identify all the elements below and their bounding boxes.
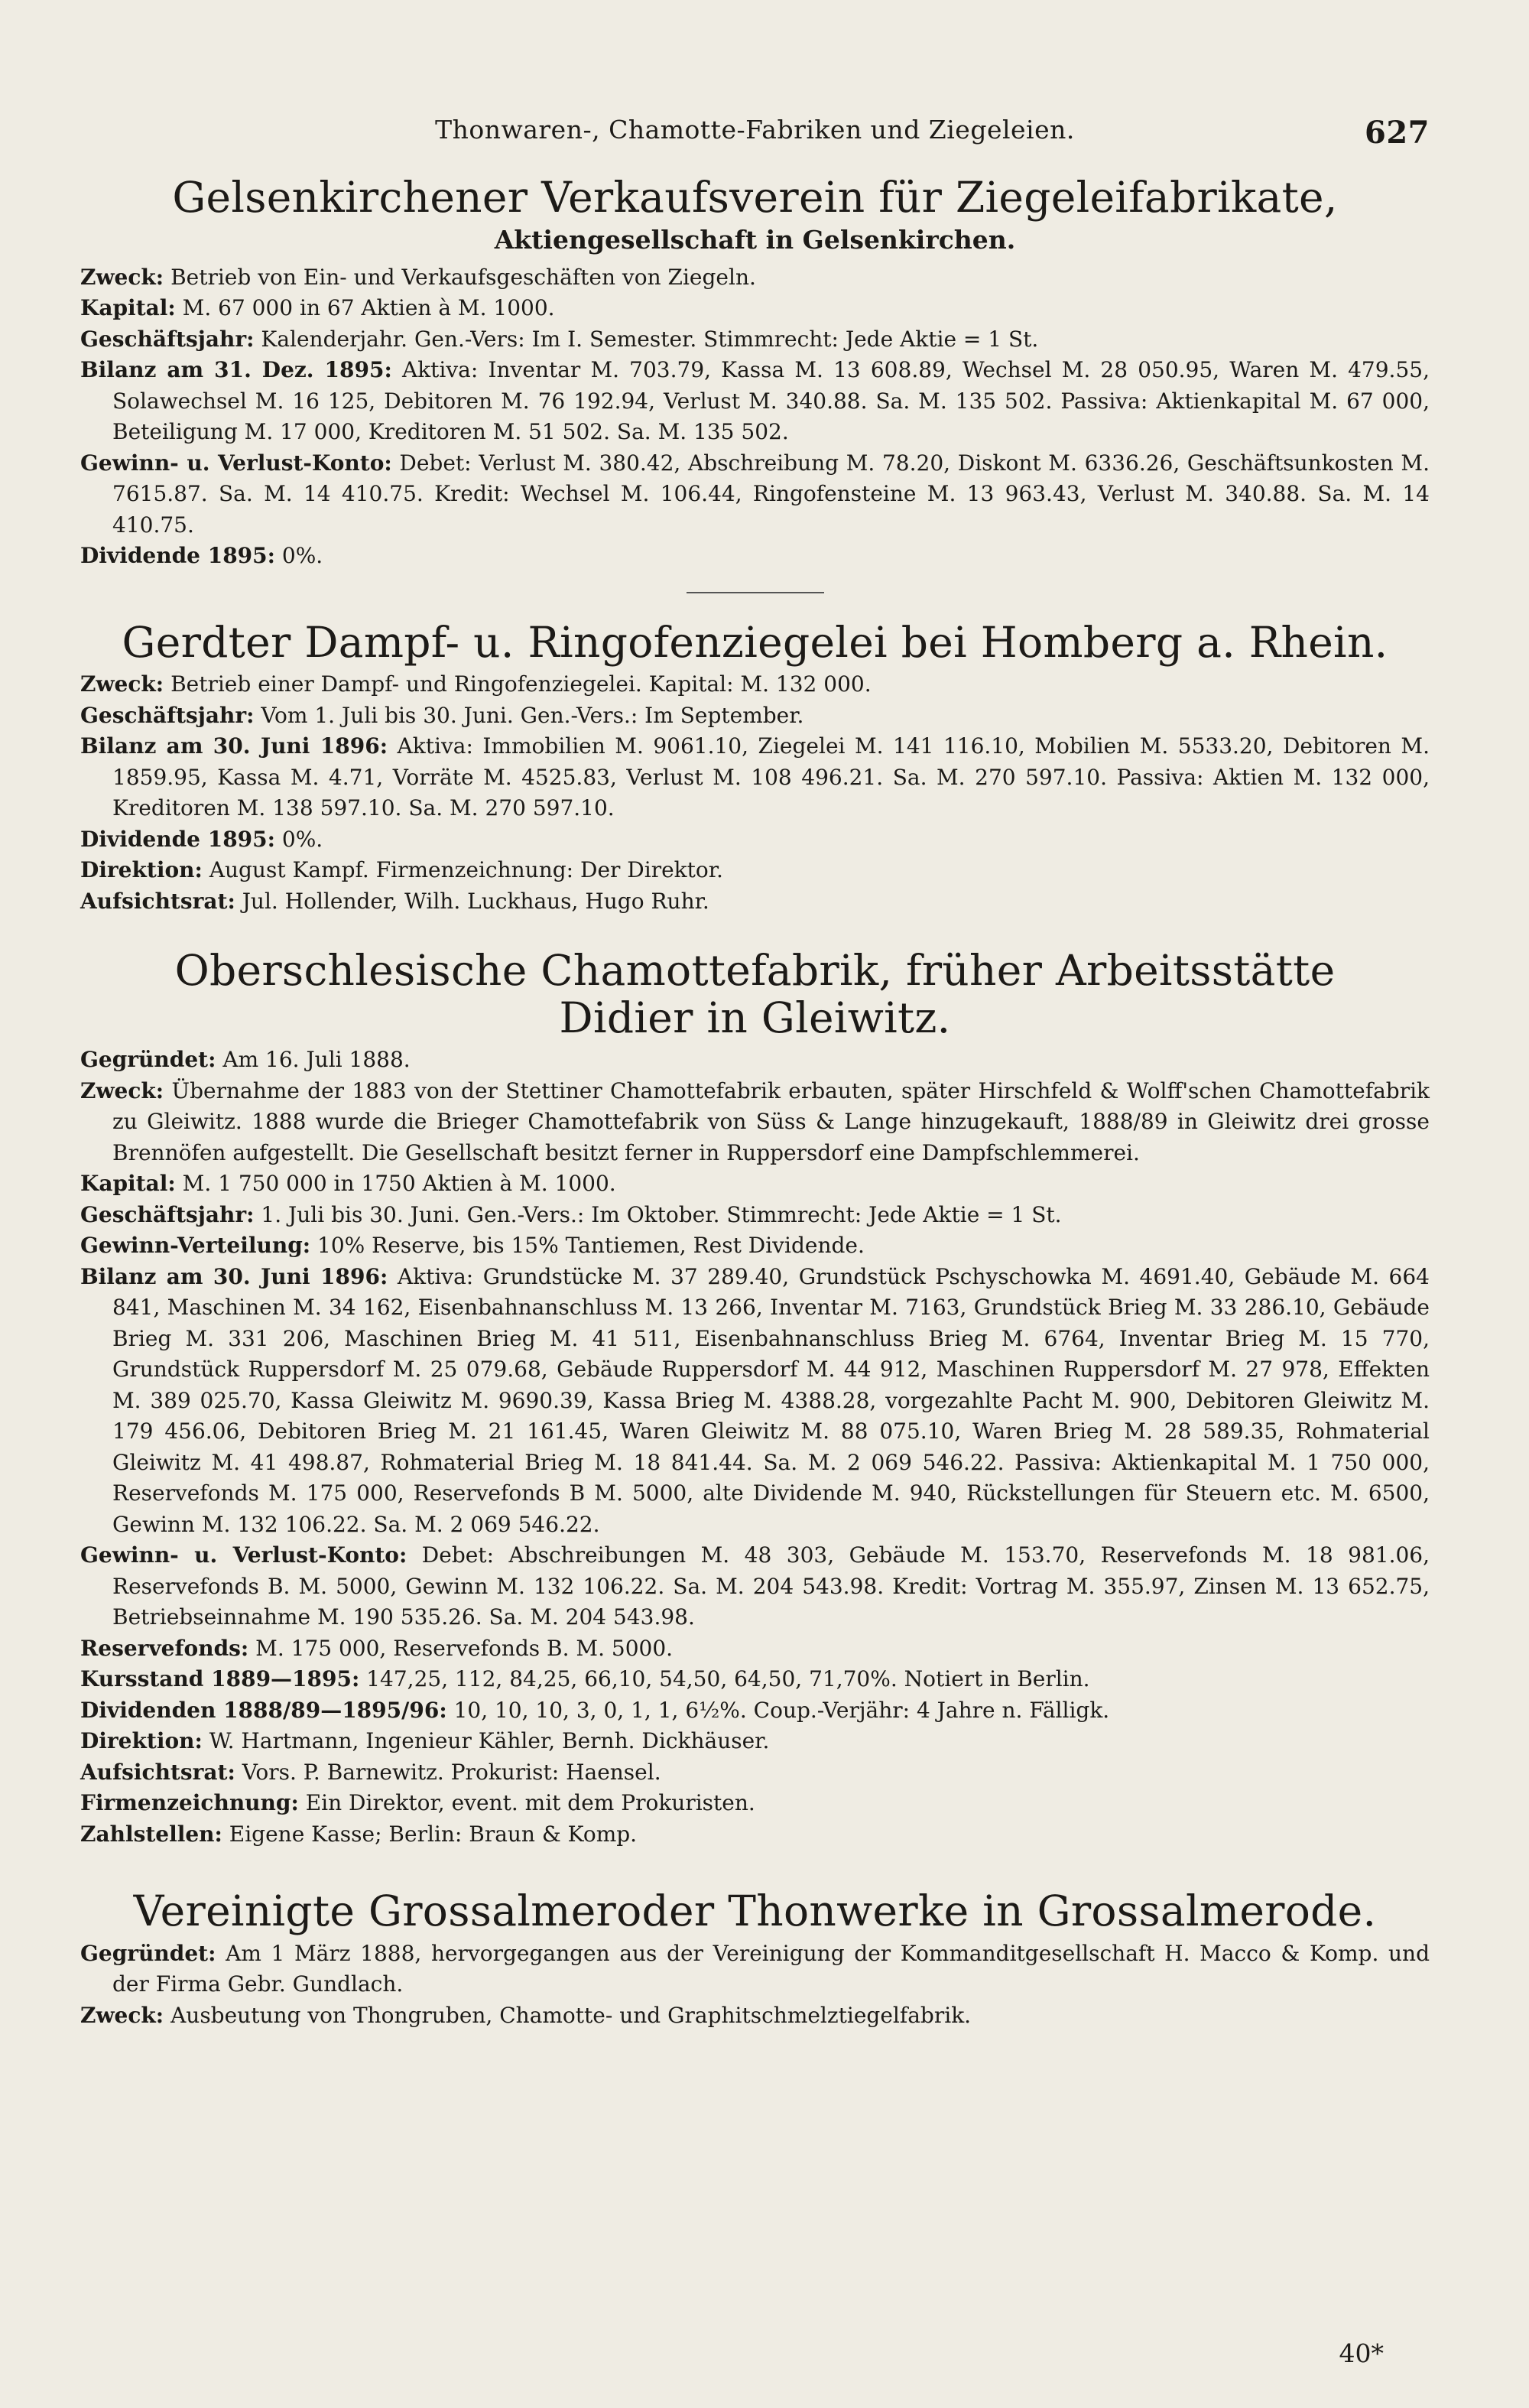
entry-key: Bilanz am 31. Dez. 1895: — [80, 357, 392, 383]
entry-value: Jul. Hollender, Wilh. Luckhaus, Hugo Ruhr. — [242, 888, 709, 914]
entry-value: 147,25, 112, 84,25, 66,10, 54,50, 64,50, 71,70%. Notiert in Berlin. — [366, 1666, 1090, 1692]
entry-key: Gegründet: — [80, 1047, 216, 1073]
entry-geschaeftsjahr — [80, 1200, 1430, 1231]
entry-zweck — [80, 1076, 1430, 1169]
entry-key: Zweck: — [80, 1077, 164, 1103]
entry-direktion — [80, 855, 1430, 886]
entry-zweck — [80, 2000, 1430, 2032]
entry-key: Gewinn- u. Verlust-Konto: — [80, 450, 392, 476]
entry-key: Dividende 1895: — [80, 826, 275, 852]
company-entry-oberschlesische — [80, 947, 1430, 1850]
entry-geschaeftsjahr — [80, 324, 1430, 356]
entry-reservefonds — [80, 1633, 1430, 1665]
entry-dividende — [80, 824, 1430, 856]
entry-kapital — [80, 1168, 1430, 1200]
entry-key: Zahlstellen: — [80, 1821, 222, 1847]
entry-zweck — [80, 262, 1430, 294]
entry-key: Reservefonds: — [80, 1635, 249, 1661]
entry-gegruendet — [80, 1045, 1430, 1076]
entry-value: Am 16. Juli 1888. — [222, 1047, 411, 1073]
entry-value: Ausbeutung von Thongruben, Chamotte- und Graphitschmelztiegelfabrik. — [170, 2002, 972, 2028]
entry-bilanz — [80, 731, 1430, 824]
company-title-line1: Oberschlesische Chamottefabrik, früher Arbeitsstätte — [174, 946, 1336, 996]
entry-gegruendet — [80, 1938, 1430, 2000]
entry-key: Zweck: — [80, 2002, 164, 2028]
entry-key: Geschäftsjahr: — [80, 326, 255, 352]
entry-key: Dividende 1895: — [80, 543, 275, 569]
entry-key: Bilanz am 30. Juni 1896: — [80, 1263, 388, 1289]
entry-value: Kalenderjahr. Gen.-Vers: Im I. Semester. Stimmrecht: Jede Aktie = 1 St. — [261, 326, 1039, 352]
entry-dividende — [80, 541, 1430, 572]
entry-bilanz — [80, 355, 1430, 448]
entry-gewinn-verlust — [80, 1540, 1430, 1633]
entry-kursstand — [80, 1664, 1430, 1695]
entry-key: Dividenden 1888/89—1895/96: — [80, 1697, 447, 1723]
entry-value: Debet: Verlust M. 380.42, Abschreibung M. 78.20, Diskont M. 6336.26, Geschäftsunkosten M. 7615.87. Sa. M. 14 410.75. Kredit: Wechsel M. 106.44, Ringofensteine M. 13 963.43, Verlust M. 340.88. Sa. M. 14 410.75. — [112, 450, 1430, 538]
entry-value: Übernahme der 1883 von der Stettiner Chamottefabrik erbauten, später Hirschfeld & Wolff'schen Chamottefabrik zu Gleiwitz. 1888 wurde die Brieger Chamottefabrik von Süss & Lange hinzugekauft, 1888/89 in Gleiwitz drei grosse Brennöfen aufgestellt. Die Gesellschaft besitzt ferner in Ruppersdorf eine Dampfschlemmerei. — [112, 1077, 1430, 1165]
entry-key: Direktion: — [80, 1728, 203, 1754]
entry-key: Kapital: — [80, 295, 176, 321]
entry-key: Kapital: — [80, 1171, 176, 1197]
entry-key: Firmenzeichnung: — [80, 1790, 299, 1816]
entry-value: 1. Juli bis 30. Juni. Gen.-Vers.: Im Oktober. Stimmrecht: Jede Aktie = 1 St. — [261, 1201, 1062, 1227]
entry-value: W. Hartmann, Ingenieur Kähler, Bernh. Dickhäuser. — [209, 1728, 770, 1754]
company-title: Vereinigte Grossalmeroder Thonwerke in Grossalmerode. — [133, 1886, 1377, 1936]
entry-key: Gewinn- u. Verlust-Konto: — [80, 1542, 407, 1568]
entry-direktion — [80, 1726, 1430, 1757]
entry-value: Aktiva: Immobilien M. 9061.10, Ziegelei M. 141 116.10, Mobilien M. 5533.20, Debitoren M. 1859.95, Kassa M. 4.71, Vorräte M. 4525.83, Verlust M. 108 496.21. Sa. M. 270 597.10. Passiva: Aktien M. 132 000, Kreditoren M. 138 597.10. Sa. M. 270 597.10. — [112, 733, 1430, 821]
company-entry-gerdter — [80, 619, 1430, 918]
entry-zahlstellen — [80, 1819, 1430, 1851]
entry-gewinn-verlust — [80, 448, 1430, 541]
entry-value: 10, 10, 10, 3, 0, 1, 1, 6½%. Coup.-Verjähr: 4 Jahre n. Fälligk. — [453, 1697, 1110, 1723]
company-entry-gelsenkirchen — [80, 174, 1430, 572]
entry-kapital — [80, 293, 1430, 324]
entry-value: Vors. P. Barnewitz. Prokurist: Haensel. — [242, 1759, 661, 1785]
entry-key: Geschäftsjahr: — [80, 1201, 255, 1227]
entry-value: M. 67 000 in 67 Aktien à M. 1000. — [182, 295, 555, 321]
entry-value: Am 1 März 1888, hervorgegangen aus der Vereinigung der Kommanditgesellschaft H. Macco & Komp. und der Firma Gebr. Gundlach. — [112, 1940, 1430, 1997]
entry-key: Gegründet: — [80, 1940, 216, 1966]
entry-value: 10% Reserve, bis 15% Tantiemen, Rest Dividende. — [317, 1233, 865, 1259]
entry-key: Gewinn-Verteilung: — [80, 1233, 311, 1259]
entry-value: Betrieb einer Dampf- und Ringofenziegelei. Kapital: M. 132 000. — [170, 671, 872, 697]
company-title: Gerdter Dampf- u. Ringofenziegelei bei Homberg a. Rhein. — [122, 617, 1388, 667]
entry-key: Bilanz am 30. Juni 1896: — [80, 733, 388, 759]
page-number: 627 — [1365, 115, 1430, 151]
company-title — [80, 947, 1430, 1042]
company-entry-grossalmerode — [80, 1888, 1430, 2031]
entry-value: Ein Direktor, event. mit dem Prokuristen. — [305, 1790, 755, 1816]
entry-dividenden — [80, 1695, 1430, 1727]
entry-value: 0%. — [281, 826, 323, 852]
entry-gewinn-verteilung — [80, 1230, 1430, 1262]
entry-value: 0%. — [281, 543, 323, 569]
entry-value: Aktiva: Grundstücke M. 37 289.40, Grundstück Pschyschowka M. 4691.40, Gebäude M. 664 841, Maschinen M. 34 162, Eisenbahnanschluss M. 13 266, Inventar M. 7163, Grundstück Brieg M. 33 286.10, Gebäude Brieg M. 331 206, Maschinen Brieg M. 41 511, Eisenbahnanschluss Brieg M. 6764, Inventar Brieg M. 15 770, Grundstück Ruppersdorf M. 25 079.68, Gebäude Ruppersdorf M. 44 912, Maschinen Ruppersdorf M. 27 978, Effekten M. 389 025.70, Kassa Gleiwitz M. 9690.39, Kassa Brieg M. 4388.28, vorgezahlte Pacht M. 900, Debitoren Gleiwitz M. 179 456.06, Debitoren Brieg M. 21 161.45, Waren Gleiwitz M. 88 075.10, Waren Brieg M. 28 589.35, Rohmaterial Gleiwitz M. 41 498.87, Rohmaterial Brieg M. 18 841.44. Sa. M. 2 069 546.22. Passiva: Aktienkapital M. 1 750 000, Reservefonds M. 175 000, Reservefonds B M. 5000, alte Dividende M. 940, Rückstellungen für Steuern etc. M. 6500, Gewinn M. 132 106.22. Sa. M. 2 069 546.22. — [112, 1263, 1430, 1537]
entry-key: Geschäftsjahr: — [80, 702, 255, 728]
running-head — [80, 115, 1430, 158]
entry-bilanz — [80, 1262, 1430, 1541]
entry-value: Vom 1. Juli bis 30. Juni. Gen.-Vers.: Im September. — [261, 702, 804, 728]
company-title: Gelsenkirchener Verkaufsverein für Ziegeleifabrikate, — [172, 173, 1338, 222]
entry-firmenzeichnung — [80, 1788, 1430, 1819]
entry-value: Betrieb von Ein- und Verkaufsgeschäften von Ziegeln. — [170, 264, 756, 290]
entry-zweck — [80, 669, 1430, 700]
entry-key: Aufsichtsrat: — [80, 888, 235, 914]
entry-key: Direktion: — [80, 857, 203, 883]
entry-key: Zweck: — [80, 264, 164, 290]
entry-value: Eigene Kasse; Berlin: Braun & Komp. — [229, 1821, 638, 1847]
entry-aufsichtsrat — [80, 1757, 1430, 1789]
company-title-line2: Didier in Gleiwitz. — [559, 993, 951, 1042]
entry-key: Kursstand 1889—1895: — [80, 1666, 360, 1692]
entry-value: M. 1 750 000 in 1750 Aktien à M. 1000. — [182, 1171, 616, 1197]
entry-key: Zweck: — [80, 671, 164, 697]
section-divider — [687, 592, 824, 593]
entry-value: M. 175 000, Reservefonds B. M. 5000. — [255, 1635, 674, 1661]
entry-aufsichtsrat — [80, 886, 1430, 918]
entry-value: August Kampf. Firmenzeichnung: Der Direktor. — [209, 857, 723, 883]
entry-geschaeftsjahr — [80, 700, 1430, 732]
entry-value: Debet: Abschreibungen M. 48 303, Gebäude M. 153.70, Reservefonds M. 18 981.06, Reservefonds B. M. 5000, Gewinn M. 132 106.22. Sa. M. 204 543.98. Kredit: Vortrag M. 355.97, Zinsen M. 13 652.75, Betriebseinnahme M. 190 535.26. Sa. M. 204 543.98. — [112, 1542, 1430, 1630]
company-subtitle: Aktiengesellschaft in Gelsenkirchen. — [494, 224, 1016, 255]
entry-value: Aktiva: Inventar M. 703.79, Kassa M. 13 608.89, Wechsel M. 28 050.95, Waren M. 479.55, Solawechsel M. 16 125, Debitoren M. 76 192.94, Verlust M. 340.88. Sa. M. 135 502. Passiva: Aktienkapital M. 67 000, Beteiligung M. 17 000, Kreditoren M. 51 502. Sa. M. 135 502. — [112, 357, 1430, 445]
signature-mark: 40* — [1339, 2338, 1384, 2368]
running-title: Thonwaren-, Chamotte-Fabriken und Ziegeleien. — [435, 115, 1075, 145]
entry-key: Aufsichtsrat: — [80, 1759, 235, 1785]
